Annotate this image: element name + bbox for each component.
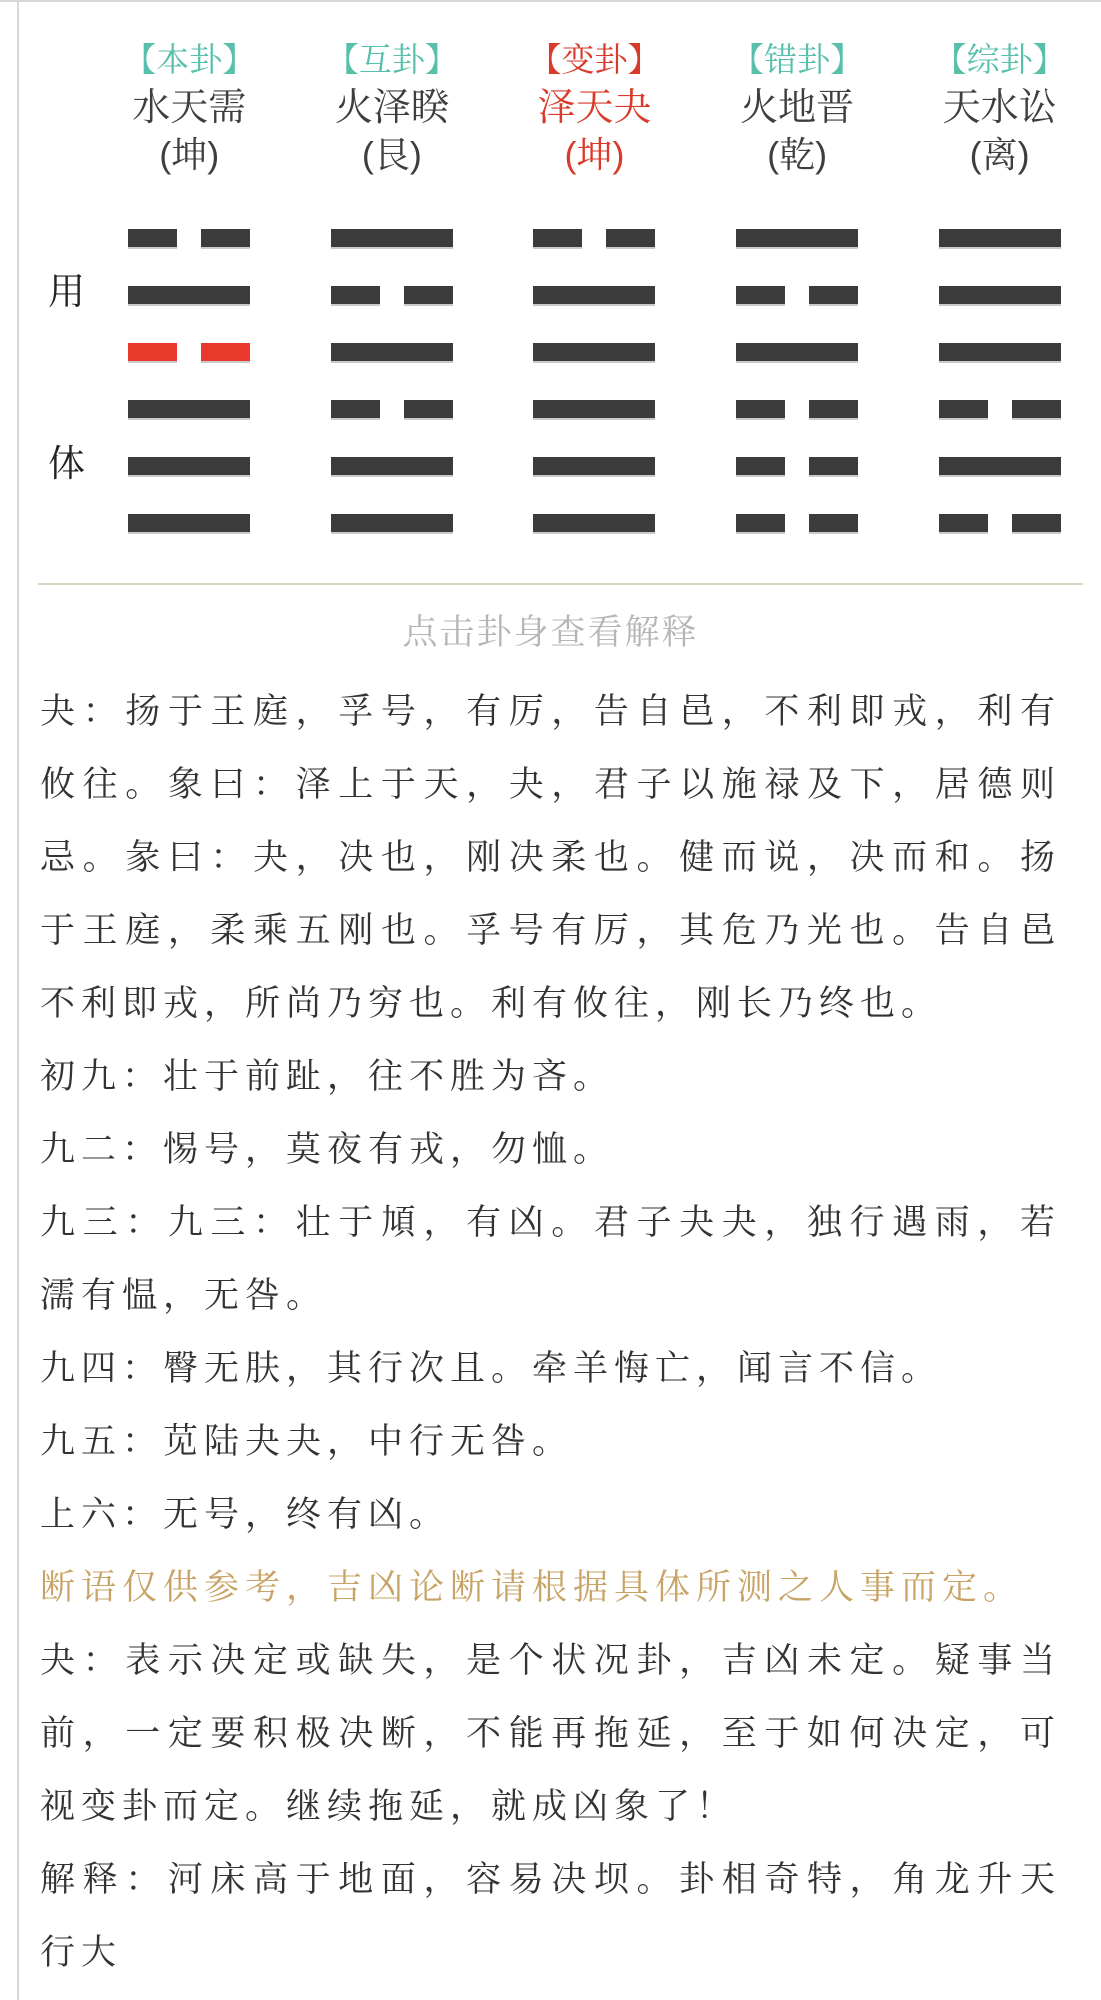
hexagram-tag: 【互卦】 xyxy=(325,41,458,78)
reading-text xyxy=(40,675,1061,1989)
scripture-paragraph: 夬：扬于王庭，孚号，有厉，告自邑，不利即戎，利有攸往。象曰：泽上于天，夬，君子以施禄及下，居德则忌。彖曰：夬，决也，刚决柔也。健而说，决而和。扬于王庭，柔乘五刚也。孚号有厉，其危乃光也。告自邑不利即戎，所尚乃穷也。利有攸往，刚长乃终也。 xyxy=(40,692,1061,1023)
hexagram-trigram: (坤) xyxy=(159,134,220,175)
scripture-paragraph: 九五：苋陆夬夬，中行无咎。 xyxy=(40,1422,574,1461)
hexagram-lines xyxy=(939,229,1061,532)
hexagram-lines xyxy=(128,229,250,532)
hexagram-line-solid xyxy=(533,343,655,361)
hexagram-line-broken xyxy=(736,400,858,418)
hexagram-trigram: (坤) xyxy=(564,134,625,175)
hexagram-lines xyxy=(736,229,858,532)
hexagram-columns xyxy=(88,0,1101,532)
hexagram-tag: 【错卦】 xyxy=(731,41,864,78)
hexagram-name: 火泽睽 xyxy=(334,87,449,129)
hexagram-column-3[interactable] xyxy=(493,42,696,532)
scripture-paragraph: 初九：壮于前趾，往不胜为吝。 xyxy=(40,1057,615,1096)
hexagram-tag: 【综卦】 xyxy=(933,41,1066,78)
hexagram-lines xyxy=(331,229,453,532)
hexagram-name: 天水讼 xyxy=(942,87,1057,129)
hexagram-panel xyxy=(0,0,1101,552)
hexagram-line-solid xyxy=(331,229,453,247)
hexagram-column-2[interactable] xyxy=(291,42,494,532)
hexagram-line-solid xyxy=(533,457,655,475)
hexagram-tag: 【变卦】 xyxy=(528,41,661,78)
hexagram-line-solid xyxy=(533,400,655,418)
hexagram-trigram: (艮) xyxy=(361,134,422,175)
side-label-ti: 体 xyxy=(48,443,85,484)
tap-hint: 点击卦身查看解释 xyxy=(402,613,699,652)
hexagram-line-solid xyxy=(939,457,1061,475)
hexagram-column-1[interactable] xyxy=(88,42,291,532)
hexagram-trigram: (离) xyxy=(969,134,1030,175)
hexagram-trigram: (乾) xyxy=(767,134,828,175)
hexagram-line-broken xyxy=(939,400,1061,418)
hexagram-line-solid xyxy=(736,229,858,247)
hexagram-line-broken xyxy=(736,286,858,304)
hexagram-column-5[interactable] xyxy=(898,42,1101,532)
hexagram-line-solid xyxy=(128,286,250,304)
hexagram-line-broken xyxy=(128,229,250,247)
scripture-paragraph: 九二：惕号，莫夜有戎，勿恤。 xyxy=(40,1130,615,1169)
hexagram-line-solid xyxy=(128,400,250,418)
hexagram-column-4[interactable] xyxy=(696,42,899,532)
hexagram-line-broken xyxy=(331,400,453,418)
hexagram-line-broken xyxy=(533,229,655,247)
section-divider xyxy=(38,583,1083,585)
hexagram-line-solid xyxy=(533,286,655,304)
hexagram-line-solid xyxy=(939,229,1061,247)
hexagram-line-broken xyxy=(736,457,858,475)
disclaimer-text: 断语仅供参考，吉凶论断请根据具体所测之人事而定。 xyxy=(40,1568,1025,1607)
hexagram-line-solid xyxy=(331,457,453,475)
scripture-paragraph: 解释：河床高于地面，容易决坝。卦相奇特，角龙升天行大 xyxy=(40,1860,1061,1972)
hexagram-line-solid xyxy=(331,514,453,532)
hexagram-line-solid xyxy=(128,457,250,475)
hexagram-tag: 【本卦】 xyxy=(123,41,256,78)
hexagram-line-broken xyxy=(736,514,858,532)
hexagram-line-solid xyxy=(533,514,655,532)
hexagram-name: 火地晋 xyxy=(740,87,855,129)
hexagram-line-solid xyxy=(939,286,1061,304)
scripture-paragraph: 夬：表示决定或缺失，是个状况卦，吉凶未定。疑事当前，一定要积极决断，不能再拖延，至于如何决定，可视变卦而定。继续拖延，就成凶象了！ xyxy=(40,1641,1061,1826)
hexagram-line-solid xyxy=(736,343,858,361)
scripture-paragraph: 九四：臀无肤，其行次且。牵羊悔亡，闻言不信。 xyxy=(40,1349,943,1388)
hexagram-line-broken xyxy=(939,514,1061,532)
hexagram-name: 水天需 xyxy=(132,87,247,129)
hexagram-line-solid xyxy=(128,514,250,532)
scripture-paragraph: 上六：无号，终有凶。 xyxy=(40,1495,451,1534)
hexagram-line-solid xyxy=(939,343,1061,361)
hexagram-lines xyxy=(533,229,655,532)
side-label-yong: 用 xyxy=(48,271,85,312)
hexagram-line-broken-red xyxy=(128,343,250,361)
hexagram-name: 泽天夬 xyxy=(537,87,652,129)
scripture-paragraph: 九三：九三：壮于頄，有凶。君子夬夬，独行遇雨，若濡有愠，无咎。 xyxy=(40,1203,1061,1315)
hexagram-line-broken xyxy=(331,286,453,304)
hexagram-line-solid xyxy=(331,343,453,361)
